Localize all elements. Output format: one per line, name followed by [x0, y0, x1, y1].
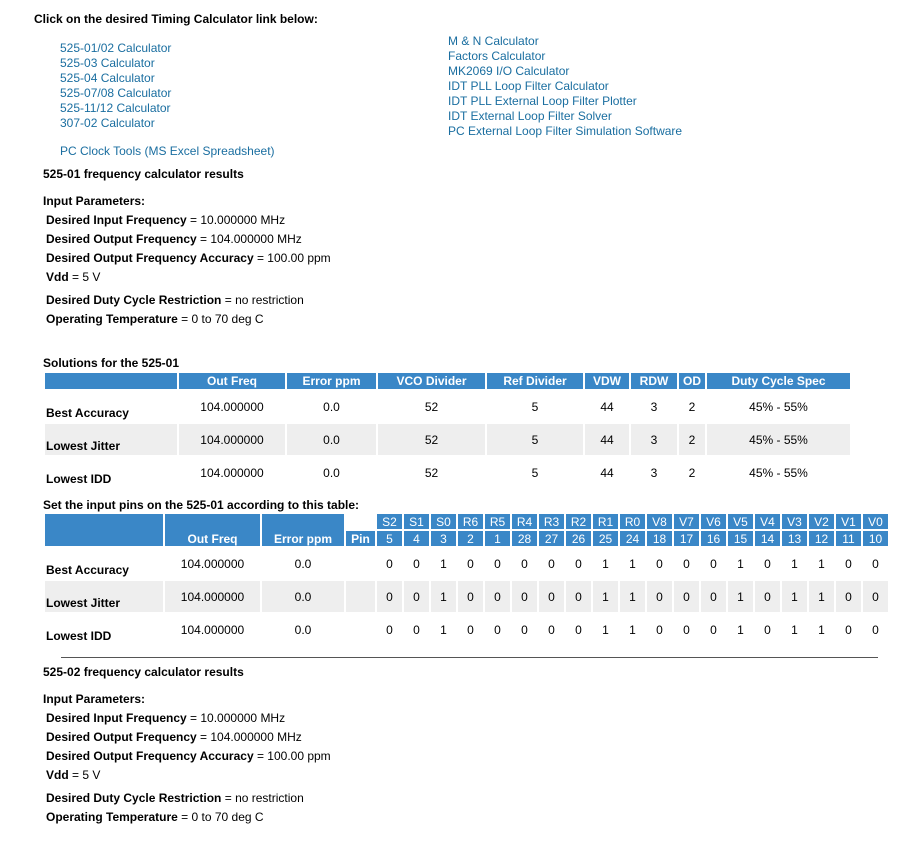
cell-pin-bit: 1 — [440, 622, 447, 637]
param-row — [43, 747, 331, 766]
pin-number-header: 10 — [863, 531, 888, 546]
cell-pin-bit: 1 — [782, 581, 807, 612]
cell-pin-bit: 1 — [809, 581, 834, 612]
link-idt-external-loop-filter-solver[interactable]: IDT External Loop Filter Solver — [448, 109, 612, 123]
param-label: Operating Temperature — [46, 810, 178, 824]
param-value: = 0 to 70 deg C — [177, 810, 264, 824]
link-m-n-calculator[interactable]: M & N Calculator — [448, 34, 539, 48]
sol-header-vdw: VDW — [585, 373, 629, 389]
pin-number-header: 17 — [674, 531, 699, 546]
pin-header-error-ppm: Error ppm — [262, 514, 344, 546]
cell-pin-bit: 0 — [674, 581, 699, 612]
cell-pin-bit: 0 — [764, 622, 771, 637]
pin-number-header: 1 — [485, 531, 510, 546]
row-label: Best Accuracy — [46, 406, 129, 420]
cell-pin-bit: 1 — [728, 581, 753, 612]
solutions-table — [43, 371, 852, 490]
cell-pin-bit: 0 — [413, 622, 420, 637]
link-525-07-08-calculator[interactable]: 525-07/08 Calculator — [60, 86, 172, 100]
param-label: Desired Duty Cycle Restriction — [46, 791, 222, 805]
cell-error-ppm: 0.0 — [294, 556, 312, 571]
cell-pin-bit: 0 — [575, 622, 582, 637]
cell-pin-bit: 1 — [818, 622, 825, 637]
link-307-02-calculator[interactable]: 307-02 Calculator — [60, 116, 155, 130]
cell-pin-bit: 0 — [710, 622, 717, 637]
cell-pin-bit: 1 — [629, 556, 636, 571]
param-label: Desired Output Frequency Accuracy — [46, 251, 254, 265]
cell-pin-blank — [346, 614, 375, 645]
param-value: = 104.000000 MHz — [196, 232, 302, 246]
table-row — [45, 457, 850, 488]
cell-duty-cycle: 45% - 55% — [749, 465, 808, 480]
cell-pin-bit: 1 — [737, 622, 744, 637]
table-row — [45, 391, 850, 422]
cell-pin-bit: 1 — [818, 556, 825, 571]
cell-pin-bit: 0 — [656, 622, 663, 637]
cell-pin-bit: 1 — [791, 622, 798, 637]
cell-pin-blank — [346, 548, 375, 579]
link-525-11-12-calculator[interactable]: 525-11/12 Calculator — [60, 101, 171, 115]
cell-rdw: 3 — [650, 399, 658, 414]
cell-error-ppm: 0.0 — [323, 399, 340, 414]
pin-number-header: 2 — [458, 531, 483, 546]
cell-pin-bit: 0 — [683, 556, 690, 571]
cell-pin-bit: 0 — [386, 556, 393, 571]
cell-pin-bit: 0 — [845, 622, 852, 637]
param-value: = 5 V — [68, 270, 101, 284]
pin-number-header: 11 — [836, 531, 861, 546]
param-row — [43, 310, 331, 329]
params-header: Input Parameters: — [43, 194, 146, 208]
pin-header-spacer — [346, 514, 375, 529]
param-row — [43, 268, 331, 287]
param-value: = 10.000000 MHz — [186, 711, 286, 725]
pin-name-header: V3 — [782, 514, 807, 529]
cell-pin-bit: 0 — [386, 622, 393, 637]
row-label: Lowest IDD — [46, 472, 112, 486]
cell-duty-cycle: 45% - 55% — [707, 424, 850, 455]
param-row — [43, 709, 331, 728]
table-row — [45, 581, 888, 612]
cell-out-freq: 104.000000 — [180, 556, 245, 571]
cell-ref-divider: 5 — [531, 399, 539, 414]
cell-vdw: 44 — [600, 465, 614, 480]
cell-pin-bit: 0 — [521, 556, 528, 571]
param-value: = no restriction — [221, 293, 304, 307]
pin-name-header: R0 — [620, 514, 645, 529]
param-row — [43, 211, 331, 230]
link-idt-pll-loop-filter-calculator[interactable]: IDT PLL Loop Filter Calculator — [448, 79, 609, 93]
cell-error-ppm: 0.0 — [262, 581, 344, 612]
param-label: Vdd — [46, 270, 69, 284]
table-row — [45, 548, 888, 579]
cell-pin-bit: 0 — [836, 581, 861, 612]
cell-pin-bit: 0 — [548, 556, 555, 571]
section1-title: 525-01 frequency calculator results — [43, 167, 244, 181]
pin-name-header: V4 — [755, 514, 780, 529]
pin-name-header: V6 — [701, 514, 726, 529]
param-value: = 100.00 ppm — [253, 749, 331, 763]
pin-name-header: V0 — [863, 514, 888, 529]
row-label: Best Accuracy — [46, 563, 129, 577]
table-row — [45, 424, 850, 455]
cell-pin-bit: 1 — [791, 556, 798, 571]
pin-name-header: V8 — [647, 514, 672, 529]
cell-pin-bit: 0 — [377, 581, 402, 612]
solutions-title: Solutions for the 525-01 — [43, 356, 180, 370]
param-value: = 5 V — [68, 768, 101, 782]
pin-name-header: R4 — [512, 514, 537, 529]
cell-pin-bit: 0 — [566, 581, 591, 612]
cell-pin-bit: 0 — [521, 622, 528, 637]
cell-pin-bit: 1 — [629, 622, 636, 637]
param-value: = 10.000000 MHz — [186, 213, 286, 227]
sol-header-duty-cycle: Duty Cycle Spec — [707, 373, 850, 389]
param-row — [43, 728, 331, 747]
pin-name-header: R3 — [539, 514, 564, 529]
table-row — [45, 614, 888, 645]
pin-name-header: V5 — [728, 514, 753, 529]
cell-error-ppm: 0.0 — [294, 622, 312, 637]
pin-name-header: V1 — [836, 514, 861, 529]
param-row — [43, 249, 331, 268]
param-label: Desired Input Frequency — [46, 213, 187, 227]
link-pc-clock-tools[interactable]: PC Clock Tools (MS Excel Spreadsheet) — [60, 144, 275, 158]
cell-pin-bit: 1 — [593, 581, 618, 612]
row-label: Lowest Jitter — [45, 424, 177, 455]
pin-number-header: 25 — [593, 531, 618, 546]
cell-pin-bit: 0 — [647, 581, 672, 612]
pin-number-header: 4 — [404, 531, 429, 546]
pin-name-header: V2 — [809, 514, 834, 529]
cell-pin-bit: 1 — [431, 581, 456, 612]
pins-table — [43, 512, 890, 647]
pin-header-blank — [45, 514, 163, 546]
cell-pin-bit: 0 — [512, 581, 537, 612]
cell-pin-bit: 0 — [575, 556, 582, 571]
link-525-04-calculator[interactable]: 525-04 Calculator — [60, 71, 155, 85]
cell-pin-bit: 1 — [737, 556, 744, 571]
cell-pin-bit: 0 — [548, 622, 555, 637]
cell-pin-bit: 0 — [539, 581, 564, 612]
cell-pin-bit: 1 — [602, 556, 609, 571]
param-row — [43, 766, 331, 785]
cell-pin-bit: 0 — [863, 581, 888, 612]
cell-pin-bit: 1 — [440, 556, 447, 571]
param-label: Operating Temperature — [46, 312, 178, 326]
param-label: Desired Output Frequency — [46, 232, 197, 246]
link-mk2069-io-calculator[interactable]: MK2069 I/O Calculator — [448, 64, 570, 78]
intro-text: Click on the desired Timing Calculator link below: — [34, 12, 318, 26]
link-525-03-calculator[interactable]: 525-03 Calculator — [60, 56, 155, 70]
cell-vco-divider: 52 — [424, 465, 439, 480]
cell-vdw: 44 — [585, 424, 629, 455]
pin-number-header: 28 — [512, 531, 537, 546]
param-value: = 100.00 ppm — [253, 251, 331, 265]
pin-name-header: R1 — [593, 514, 618, 529]
cell-ref-divider: 5 — [487, 424, 583, 455]
cell-vdw: 44 — [600, 399, 614, 414]
cell-od: 2 — [688, 465, 696, 480]
pin-name-header: V7 — [674, 514, 699, 529]
sol-header-blank — [45, 373, 177, 389]
cell-pin-bit: 0 — [710, 556, 717, 571]
cell-rdw: 3 — [631, 424, 677, 455]
cell-ref-divider: 5 — [531, 465, 539, 480]
cell-pin-bit: 0 — [755, 581, 780, 612]
cell-pin-bit: 0 — [413, 556, 420, 571]
section2-title: 525-02 frequency calculator results — [43, 665, 244, 679]
pin-number-header: 24 — [620, 531, 645, 546]
row-label: Lowest Jitter — [45, 581, 163, 612]
cell-pin-bit: 0 — [656, 556, 663, 571]
cell-rdw: 3 — [650, 465, 658, 480]
pin-number-header: 27 — [539, 531, 564, 546]
params-header: Input Parameters: — [43, 692, 146, 706]
link-525-01-02-calculator[interactable]: 525-01/02 Calculator — [60, 41, 172, 55]
pin-name-header: S2 — [377, 514, 402, 529]
sol-header-out-freq: Out Freq — [179, 373, 285, 389]
cell-pin-bit: 0 — [845, 556, 852, 571]
param-label: Desired Output Frequency — [46, 730, 197, 744]
cell-error-ppm: 0.0 — [287, 424, 376, 455]
cell-pin-bit: 0 — [494, 622, 501, 637]
calculator-links-left — [60, 41, 171, 131]
pin-number-header: 15 — [728, 531, 753, 546]
pins-title: Set the input pins on the 525-01 according to this table: — [43, 498, 360, 512]
cell-pin-bit: 0 — [872, 622, 879, 637]
cell-out-freq: 104.000000 — [200, 465, 264, 480]
cell-vco-divider: 52 — [424, 399, 439, 414]
cell-duty-cycle: 45% - 55% — [749, 399, 808, 414]
pin-header-out-freq: Out Freq — [165, 514, 260, 546]
cell-pin-bit: 0 — [494, 556, 501, 571]
link-pc-external-loop-filter-simulation[interactable]: PC External Loop Filter Simulation Software — [448, 124, 683, 138]
param-row — [43, 230, 331, 249]
pin-number-header: 3 — [431, 531, 456, 546]
cell-od: 2 — [688, 399, 696, 414]
pin-header-pin: Pin — [346, 531, 375, 546]
cell-pin-bit: 0 — [701, 581, 726, 612]
cell-vco-divider: 52 — [378, 424, 485, 455]
param-row — [43, 789, 331, 808]
pin-name-header: S0 — [431, 514, 456, 529]
cell-pin-blank — [346, 581, 375, 612]
sol-header-vco-divider: VCO Divider — [378, 373, 485, 389]
cell-pin-bit: 0 — [458, 581, 483, 612]
section-divider — [61, 657, 878, 658]
cell-pin-bit: 0 — [764, 556, 771, 571]
cell-out-freq: 104.000000 — [180, 622, 245, 637]
param-row — [43, 808, 331, 827]
cell-pin-bit: 1 — [602, 622, 609, 637]
param-value: = 104.000000 MHz — [196, 730, 302, 744]
cell-out-freq: 104.000000 — [179, 424, 285, 455]
cell-error-ppm: 0.0 — [323, 465, 340, 480]
pin-name-header: S1 — [404, 514, 429, 529]
pin-name-header: R2 — [566, 514, 591, 529]
calculator-links-right — [448, 34, 682, 139]
param-label: Vdd — [46, 768, 69, 782]
pin-name-header: R6 — [458, 514, 483, 529]
param-label: Desired Output Frequency Accuracy — [46, 749, 254, 763]
sol-header-rdw: RDW — [631, 373, 677, 389]
link-idt-pll-external-loop-filter-plotter[interactable]: IDT PLL External Loop Filter Plotter — [448, 94, 637, 108]
cell-pin-bit: 0 — [872, 556, 879, 571]
sol-header-od: OD — [679, 373, 705, 389]
pin-number-header: 18 — [647, 531, 672, 546]
pin-name-header: R5 — [485, 514, 510, 529]
cell-pin-bit: 0 — [404, 581, 429, 612]
pin-number-header: 5 — [377, 531, 402, 546]
sol-header-ref-divider: Ref Divider — [487, 373, 583, 389]
cell-pin-bit: 0 — [467, 556, 474, 571]
cell-od: 2 — [679, 424, 705, 455]
pin-number-header: 12 — [809, 531, 834, 546]
cell-pin-bit: 0 — [467, 622, 474, 637]
pin-number-header: 16 — [701, 531, 726, 546]
cell-out-freq: 104.000000 — [200, 399, 264, 414]
pin-number-header: 14 — [755, 531, 780, 546]
link-factors-calculator[interactable]: Factors Calculator — [448, 49, 546, 63]
param-label: Desired Duty Cycle Restriction — [46, 293, 222, 307]
cell-out-freq: 104.000000 — [165, 581, 260, 612]
section1-params — [43, 192, 331, 329]
pin-number-header: 26 — [566, 531, 591, 546]
pin-number-header: 13 — [782, 531, 807, 546]
cell-pin-bit: 0 — [683, 622, 690, 637]
param-value: = no restriction — [221, 791, 304, 805]
param-row — [43, 291, 331, 310]
param-label: Desired Input Frequency — [46, 711, 187, 725]
sol-header-error-ppm: Error ppm — [287, 373, 376, 389]
section2-params — [43, 690, 331, 827]
row-label: Lowest IDD — [46, 629, 112, 643]
cell-pin-bit: 1 — [620, 581, 645, 612]
cell-pin-bit: 0 — [485, 581, 510, 612]
param-value: = 0 to 70 deg C — [177, 312, 264, 326]
